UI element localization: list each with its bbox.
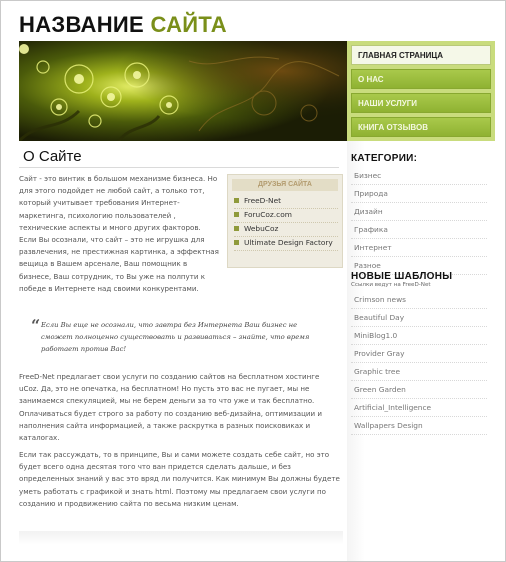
blockquote — [31, 316, 331, 356]
intro-paragraph: Сайт - это винтик в большом механизме бизнеса. Но для этого подойдет не любой сайт, а только тот, который учитывает требования Интернет-маркетинга, психологию пользователей , технические аспекты и много других факторов. Если Вы осознали, что сайт – это не игрушка для развлечения, не престижная картинка, а эффектная вещица в Вашем арсенале, Ваш помощник в бизнесе, Ваш сотрудник, то Вы уже на полпути к победе в Интернете над своими конкурентами. — [19, 174, 219, 293]
quote-mark-icon: “ — [31, 316, 41, 335]
quote-text: Если Вы еще не осознали, что завтра без Интернета Ваш бизнес не сможет полноценно существовать и развиваться – знайте, что время работает против Вас! — [41, 321, 310, 354]
content-bottom-shadow — [19, 531, 343, 545]
nav-item-home[interactable]: ГЛАВНАЯ СТРАНИЦА — [351, 45, 491, 65]
category-link[interactable]: Бизнес — [351, 167, 487, 185]
category-link[interactable]: Разное — [351, 257, 487, 275]
friend-link-label: FreeD-Net — [244, 196, 282, 205]
header-banner-image — [19, 41, 347, 141]
template-link[interactable]: Provider Gray — [351, 345, 487, 363]
square-bullet-icon — [234, 212, 239, 217]
square-bullet-icon — [234, 198, 239, 203]
services-paragraph: FreeD-Net предлагает свои услуги по созданию сайтов на бесплатном хостинге uCoz. Да, это не опечатка, на бесплатном! Но пусть это вас не пугает, мы не занимаемся спекуляцией, мы не берем деньги за то что уже и так бесплатно. Оплачиваться будет строго за работу по созданию веб-дизайна, оптимизации и наполнения сайта информацией, а также раскрутка в разных поисковиках и каталогах. — [19, 372, 323, 443]
nav-item-services[interactable]: НАШИ УСЛУГИ — [351, 93, 491, 113]
site-title-main: НАЗВАНИЕ — [19, 12, 145, 37]
friend-link-label: Ultimate Design Factory — [244, 238, 333, 247]
site-title-accent: САЙТА — [150, 12, 227, 37]
sidebar — [347, 141, 495, 561]
nav-item-about[interactable]: О НАС — [351, 69, 491, 89]
site-title[interactable] — [19, 11, 227, 39]
main-navigation — [347, 41, 495, 141]
square-bullet-icon — [234, 240, 239, 245]
intro-block — [19, 173, 343, 295]
page-title: О Сайте — [23, 148, 82, 165]
friend-link-label: WebuCoz — [244, 224, 279, 233]
friends-list — [228, 195, 342, 251]
friend-link[interactable] — [234, 223, 338, 237]
friends-title: ДРУЗЬЯ САЙТА — [232, 179, 338, 191]
friends-box — [227, 174, 343, 268]
pricing-paragraph: Если так рассуждать, то в принципе, Вы и сами можете создать себе сайт, но это будет всего одна десятая того что ван придется сделать дальше, и без определенных знаний у вас это вряд ли получится. Как минимум Вы должны будете уметь работать с графикой и знать html. Поэтому мы предлагаем свои услуги по созданию и продвижению сайта по весьма низким ценам. — [19, 450, 340, 508]
template-link[interactable]: Artificial_Intelligence — [351, 399, 487, 417]
template-link[interactable]: Graphic tree — [351, 363, 487, 381]
template-link[interactable]: MiniBlog1.0 — [351, 327, 487, 345]
template-link[interactable]: Beautiful Day — [351, 309, 487, 327]
friend-link[interactable] — [234, 209, 338, 223]
template-link[interactable]: Green Garden — [351, 381, 487, 399]
friend-link[interactable] — [234, 195, 338, 209]
square-bullet-icon — [234, 226, 239, 231]
category-link[interactable]: Природа — [351, 185, 487, 203]
category-link[interactable]: Интернет — [351, 239, 487, 257]
friend-link[interactable] — [234, 237, 338, 251]
nav-item-guestbook[interactable]: КНИГА ОТЗЫВОВ — [351, 117, 491, 137]
friend-link-label: ForuCoz.com — [244, 210, 292, 219]
templates-list — [351, 291, 487, 435]
title-divider — [19, 167, 339, 168]
templates-subtitle: Ссылки ведут на FreeD-Net — [351, 282, 431, 288]
category-link[interactable]: Графика — [351, 221, 487, 239]
templates-title: НОВЫЕ ШАБЛОНЫ — [351, 271, 453, 282]
categories-title: КАТЕГОРИИ: — [351, 153, 418, 164]
template-link[interactable]: Crimson news — [351, 291, 487, 309]
template-link[interactable]: Wallpapers Design — [351, 417, 487, 435]
categories-list — [351, 167, 487, 275]
category-link[interactable]: Дизайн — [351, 203, 487, 221]
